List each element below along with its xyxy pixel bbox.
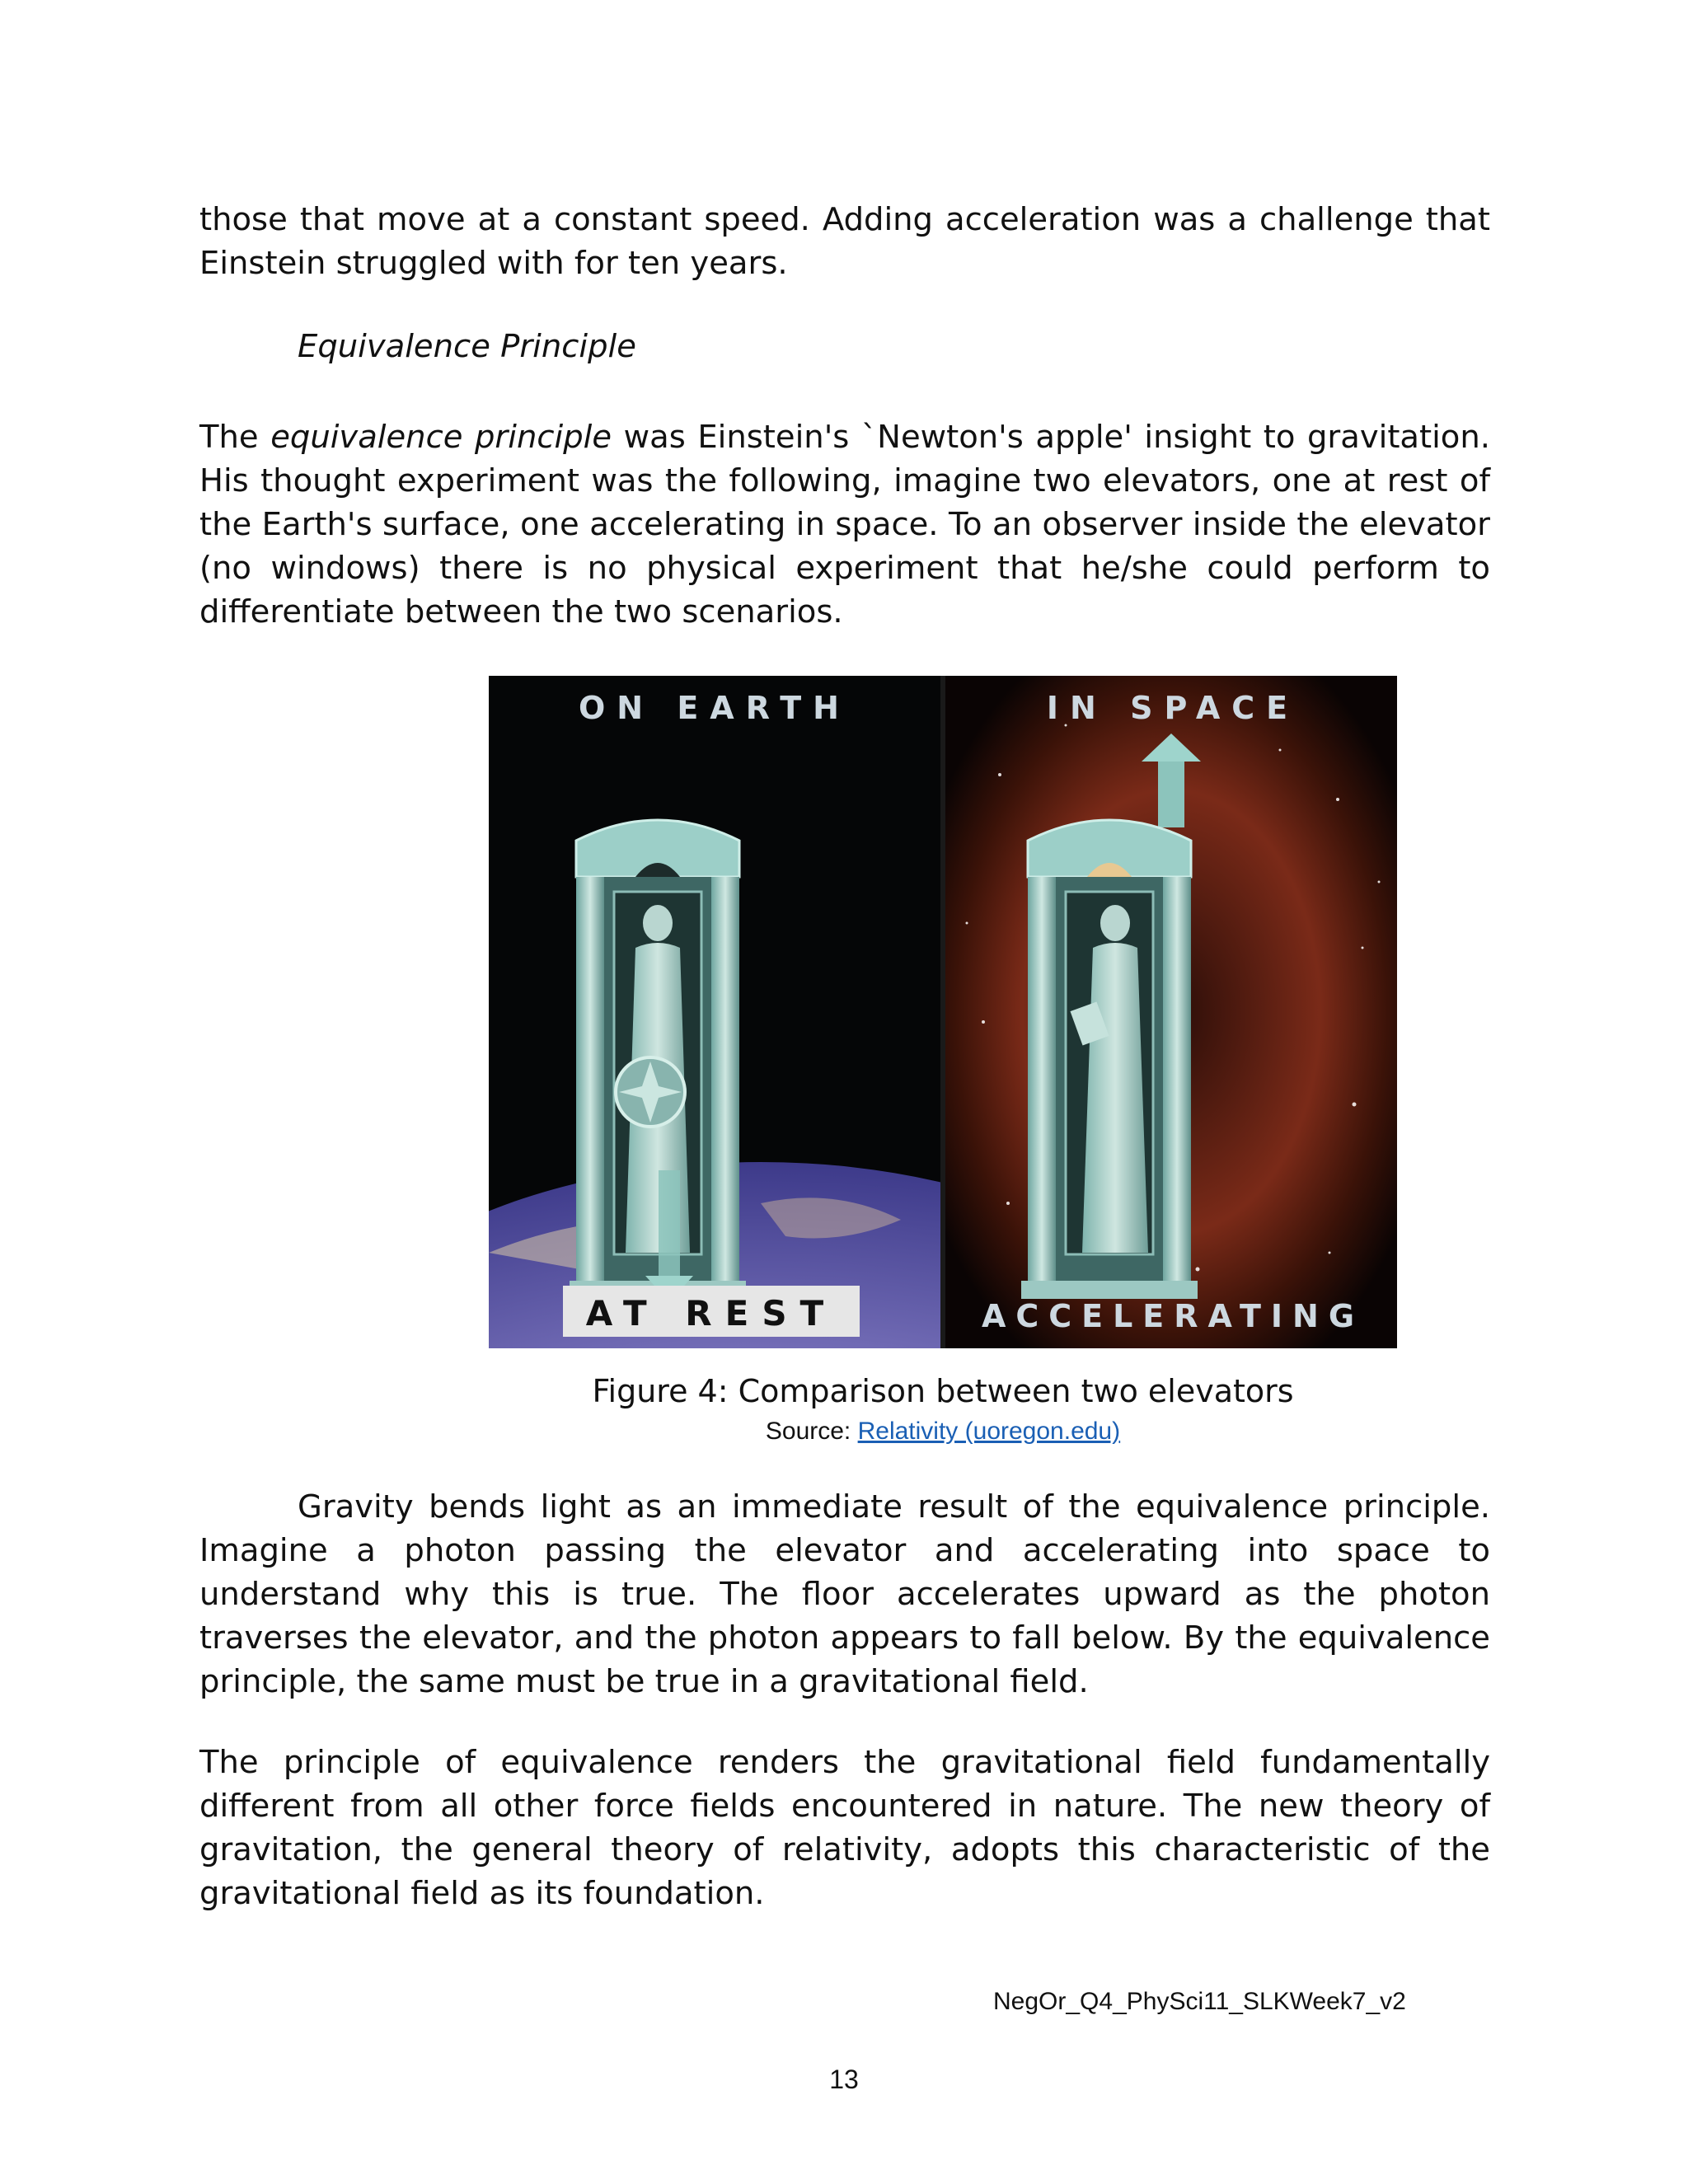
equivalence-paragraph: [199, 415, 1490, 634]
figure-divider: [940, 676, 945, 1348]
p1-rest: was Einstein's `Newton's apple' insight to gravitation. His thought experiment was the following, imagine two elevators, one at rest of the Earth's surface, one accelerating in space. To an observer inside the elevator (no windows) there is no physical experiment that he/she could perform to differentiate between the two scenarios.: [199, 419, 1490, 630]
intro-paragraph: those that move at a constant speed. Adding acceleration was a challenge that Einstein struggled with for ten years.: [199, 201, 1490, 282]
label-accelerating: ACCELERATING: [981, 1298, 1365, 1334]
source-prefix: Source:: [765, 1418, 858, 1445]
elevator-left: [570, 820, 746, 1302]
label-on-earth: ON EARTH: [579, 690, 851, 726]
figure-source: [489, 1418, 1397, 1446]
elevator-right: [1021, 820, 1198, 1299]
p1-prefix: The: [199, 419, 271, 456]
gravity-light-paragraph: Gravity bends light as an immediate result of the equivalence principle. Imagine a photon passing the elevator and accelerating into space to understand why this is true. The floor accelerates upward as the photon traverses the elevator, and the photon appears to fall below. By the equivalence principle, the same must be true in a gravitational field.: [199, 1488, 1490, 1700]
elevator-comparison-figure: [489, 676, 1397, 1348]
p1-term: equivalence principle: [270, 419, 612, 456]
right-panel-space: [945, 676, 1397, 1348]
source-link[interactable]: Relativity (uoregon.edu): [857, 1418, 1121, 1445]
label-in-space: IN SPACE: [1046, 690, 1300, 726]
section-heading: Equivalence Principle: [298, 328, 636, 365]
principle-field-paragraph: The principle of equivalence renders the gravitational field fundamentally different from all other force fields encountered in nature. The new theory of gravitation, the general theory of relativity, adopts this characteristic of the gravitational field as its foundation.: [199, 1744, 1490, 1912]
figure-caption: Figure 4: Comparison between two elevators: [592, 1373, 1294, 1409]
page-number: 13: [829, 2064, 859, 2094]
document-code: NegOr_Q4_PhySci11_SLKWeek7_v2: [993, 1988, 1406, 2015]
label-at-rest: AT REST: [585, 1293, 837, 1333]
